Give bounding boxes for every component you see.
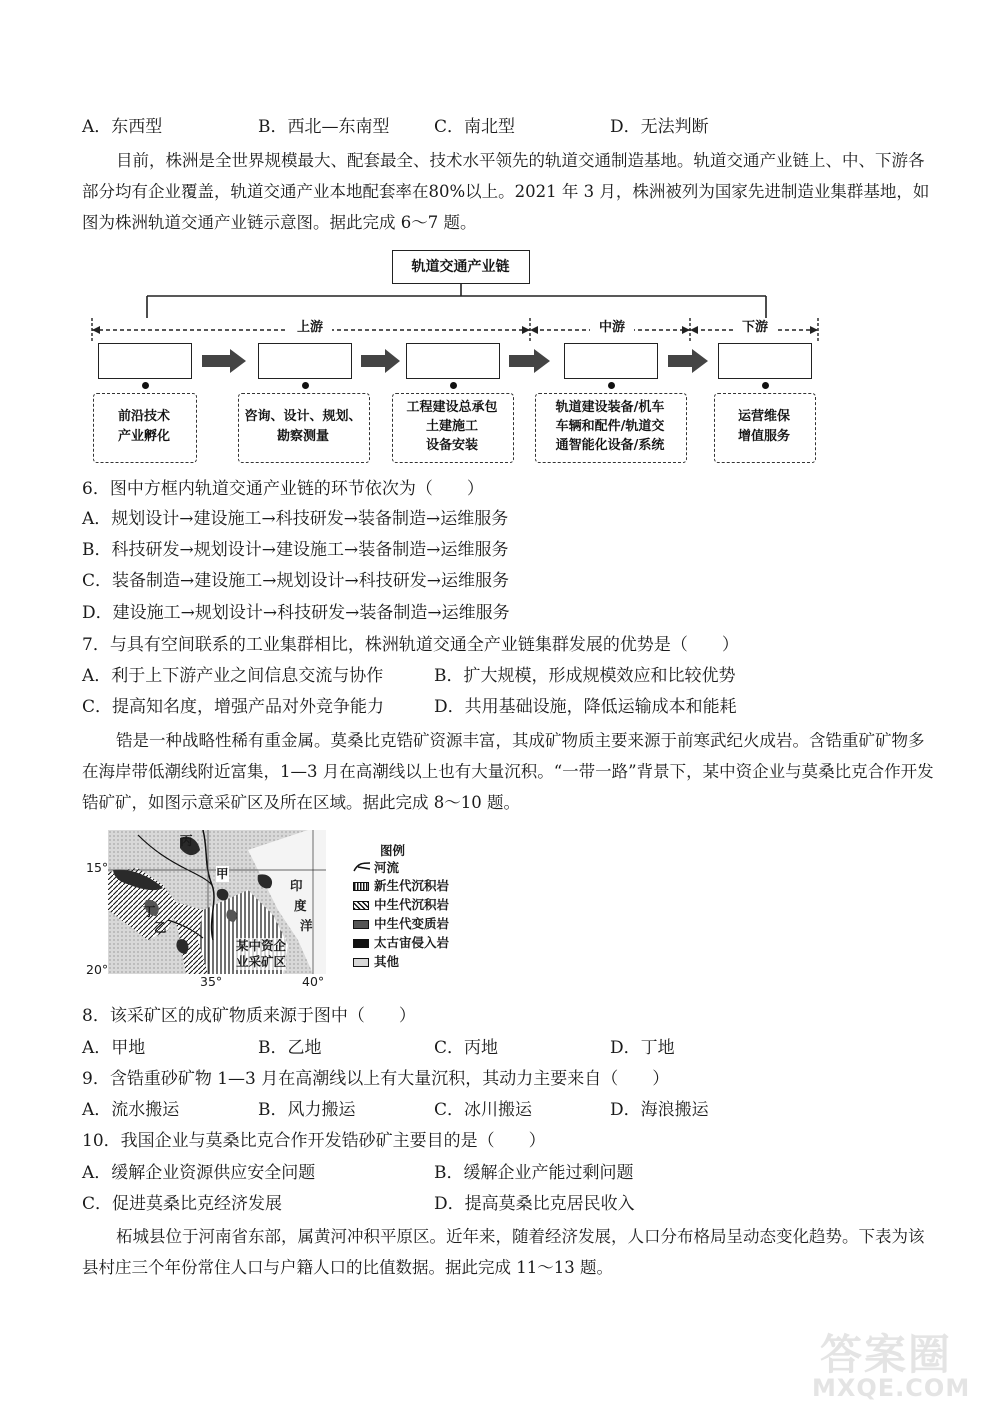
detail-3-line1: 工程建设总承包 (406, 400, 498, 415)
detail-4-line2: 车辆和配件/轨道交 (555, 419, 665, 434)
lon-label-35: 35° (200, 974, 223, 989)
q6-option-c: C．装备制造→建设施工→规划设计→科技研发→运维服务 (82, 571, 509, 591)
detail-box-2 (238, 393, 370, 463)
q6-option-a: A．规划设计→建设施工→科技研发→装备制造→运维服务 (82, 509, 509, 529)
q9-option-d: D．海浪搬运 (610, 1100, 709, 1120)
q6-stem: 6．图中方框内轨道交通产业链的环节依次为（ ） (82, 479, 484, 499)
detail-2-line2: 勘察测量 (276, 429, 329, 444)
legend-swatch-mesozoic-sed (353, 901, 369, 910)
chain-box-1 (98, 343, 192, 379)
q6-option-d: D．建设施工→规划设计→科技研发→装备制造→运维服务 (82, 603, 510, 623)
legend-swatch-archean (353, 939, 369, 948)
detail-2-line1: 咨询、设计、规划、 (244, 409, 362, 424)
q9-option-c: C．冰川搬运 (434, 1100, 533, 1120)
stage-upstream: 上游 (288, 318, 332, 338)
chain-box-5 (718, 343, 812, 379)
detail-box-1 (93, 393, 197, 463)
q8-option-c: C．丙地 (434, 1038, 499, 1058)
lat-label-20: 20° (86, 962, 109, 977)
detail-1-line2: 产业孵化 (117, 429, 170, 444)
q6-option-b: B．科技研发→规划设计→建设施工→装备制造→运维服务 (82, 540, 509, 560)
q10-stem: 10．我国企业与莫桑比克合作开发锆砂矿主要目的是（ ） (82, 1131, 546, 1151)
q8-option-d: D．丁地 (610, 1038, 675, 1058)
q7-stem: 7．与具有空间联系的工业集群相比，株洲轨道交通全产业链集群发展的优势是（ ） (82, 635, 739, 655)
passage-zhuzhou: 目前，株洲是全世界规模最大、配套最全、技术水平领先的轨道交通制造基地。轨道交通产业链上、中、下游各部分均有企业覆盖，轨道交通产业本地配套率在80%以上。2021 年 3 月，株洲被列为国家先进制造业集群基地，如图为株洲轨道交通产业链示意图。据此完成 6～7 题。 (82, 151, 930, 232)
detail-1-line1: 前沿技术 (117, 409, 170, 424)
chain-dot (450, 382, 457, 389)
q10-option-c: C．促进莫桑比克经济发展 (82, 1194, 283, 1214)
legend-mesozoic-meta: 中生代变质岩 (374, 916, 450, 931)
q9-stem: 9．含锆重砂矿物 1—3 月在高潮线以上有大量沉积，其动力主要来自（ ） (82, 1069, 670, 1089)
chain-dot (608, 382, 615, 389)
map-label-yi: 乙 (154, 920, 167, 935)
q7-option-b: B．扩大规模，形成规模效应和比较优势 (434, 666, 736, 686)
detail-box-4 (535, 393, 687, 463)
watermark-logo: 答案圈 (820, 1330, 953, 1379)
chain-box-3 (406, 343, 500, 379)
stage-downstream: 下游 (733, 318, 777, 338)
detail-box-3 (392, 393, 514, 463)
legend-river: 河流 (374, 860, 400, 875)
legend-swatch-other (353, 958, 369, 967)
legend-mesozoic-sed: 中生代沉积岩 (374, 897, 450, 912)
map-label-bing: 丙 (180, 833, 193, 848)
q9-option-a: A．流水搬运 (82, 1100, 180, 1120)
detail-box-5 (714, 393, 816, 463)
q5-option-c: C．南北型 (434, 117, 516, 137)
q5-option-a: A．东西型 (82, 117, 163, 137)
chain-dot (302, 382, 309, 389)
q9-option-b: B．风力搬运 (258, 1100, 356, 1120)
map-label-yin: 印 (290, 878, 303, 893)
legend-cenozoic: 新生代沉积岩 (374, 878, 450, 893)
q7-option-d: D．共用基础设施，降低运输成本和能耗 (434, 697, 737, 717)
q10-option-b: B．缓解企业产能过剩问题 (434, 1163, 634, 1183)
legend-title: 图例 (380, 843, 406, 858)
passage-zirconium: 锆是一种战略性稀有重金属。莫桑比克锆矿资源丰富，其成矿物质主要来源于前寒武纪火成岩。含锆重矿矿物多在海岸带低潮线附近富集，1—3 月在高潮线以上也有大量沉积。“一带一路”背景下，某中资企业与莫桑比克合作开发锆矿矿，如图示意采矿区及所在区域。据此完成 8～10 题。 (82, 731, 934, 812)
q8-option-a: A．甲地 (82, 1038, 146, 1058)
chain-box-2 (258, 343, 352, 379)
detail-3-line2: 土建施工 (425, 419, 478, 434)
q5-option-d: D．无法判断 (610, 117, 709, 137)
chain-box-4 (564, 343, 658, 379)
map-label-yang: 洋 (300, 918, 313, 933)
legend-swatch-cenozoic (353, 882, 369, 891)
detail-4-line1: 轨道建设装备/机车 (555, 400, 665, 415)
watermark-url: MXQE.COM (812, 1374, 971, 1402)
detail-5-line1: 运营维保 (737, 409, 790, 424)
legend-archean: 太古宙侵入岩 (374, 935, 450, 950)
map-label-jia: 甲 (216, 866, 229, 881)
detail-5-line2: 增值服务 (737, 429, 790, 444)
legend-swatch-mesozoic-meta (353, 920, 369, 929)
q8-option-b: B．乙地 (258, 1038, 322, 1058)
detail-4-line3: 通智能化设备/系统 (555, 438, 665, 453)
q5-option-b: B．西北—东南型 (258, 117, 390, 137)
map-label-mine-1: 某中资企 (236, 938, 287, 953)
map-label-mine-2: 业采矿区 (236, 954, 287, 969)
lat-label-15: 15° (86, 860, 109, 875)
map-label-du: 度 (294, 898, 307, 913)
q7-option-c: C．提高知名度，增强产品对外竞争能力 (82, 697, 385, 717)
chain-dot (762, 382, 769, 389)
q10-option-a: A．缓解企业资源供应安全问题 (82, 1163, 316, 1183)
diagram-title: 轨道交通产业链 (411, 259, 510, 275)
q8-stem: 8．该采矿区的成矿物质来源于图中（ ） (82, 1006, 416, 1026)
q7-option-a: A．利于上下游产业之间信息交流与协作 (82, 666, 384, 686)
detail-3-line3: 设备安装 (425, 438, 478, 453)
river-legend-icon (353, 861, 371, 873)
q10-option-d: D．提高莫桑比克居民收入 (434, 1194, 635, 1214)
legend-other: 其他 (374, 954, 400, 969)
chain-dot (142, 382, 149, 389)
stage-midstream: 中游 (590, 318, 634, 338)
map-label-ding: 丁 (143, 904, 156, 919)
passage-zhecheng: 柘城县位于河南省东部，属黄河冲积平原区。近年来，随着经济发展，人口分布格局呈动态变化趋势。下表为该县村庄三个年份常住人口与户籍人口的比值数据。据此完成 11～13 题。 (82, 1227, 925, 1277)
lon-label-40: 40° (302, 974, 325, 989)
